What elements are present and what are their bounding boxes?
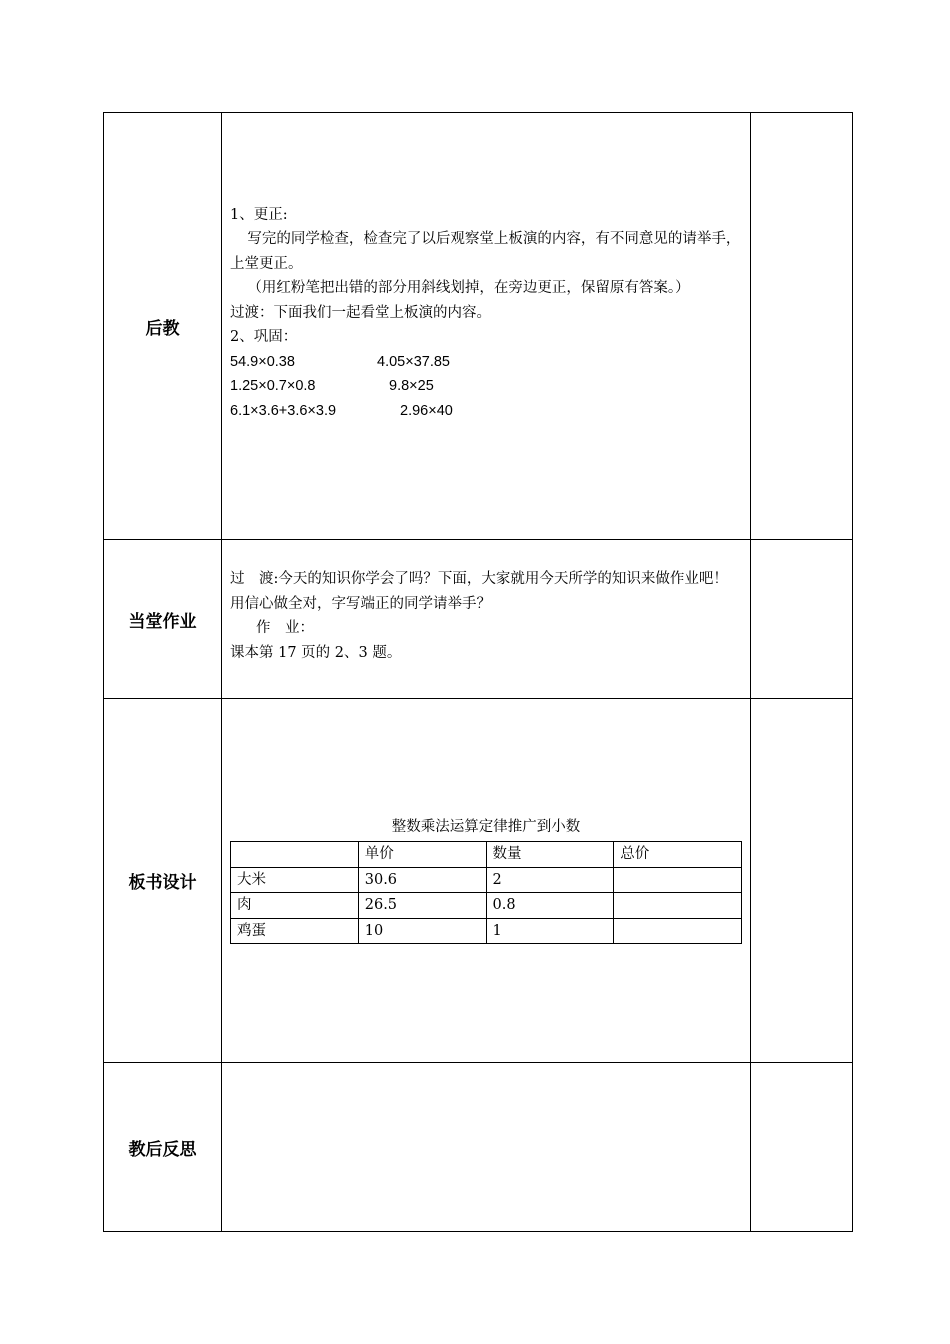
header-cell xyxy=(231,842,359,868)
header-cell: 数量 xyxy=(486,842,614,868)
row-reflection xyxy=(104,1063,853,1232)
row-board-design xyxy=(104,699,853,1063)
transition-text: 过渡：下面我们一起看堂上板演的内容。 xyxy=(230,304,491,321)
class-homework-notes xyxy=(751,540,853,699)
exercise-3a: 6.1×3.6+3.6×3.9 xyxy=(230,402,337,419)
homework-heading: 作 业： xyxy=(256,620,314,636)
homework-transition: 过 渡:今天的知识你学会了吗？下面，大家就用今天所学的知识来做作业吧！用信心做全对，字写端正的同学请举手？ xyxy=(230,571,728,612)
class-homework-content xyxy=(222,540,751,699)
header-cell: 单价 xyxy=(358,842,486,868)
table-cell: 大米 xyxy=(231,867,359,893)
row-class-homework xyxy=(104,540,853,699)
exercise-row-3 xyxy=(230,399,742,424)
row-label-class-homework: 当堂作业 xyxy=(104,540,222,699)
reflection-notes xyxy=(751,1063,853,1232)
exercise-3b: 2.96×40 xyxy=(400,402,453,419)
consolidate-heading: 2、巩固： xyxy=(230,329,298,346)
table-cell: 2 xyxy=(486,867,614,893)
table-cell: 26.5 xyxy=(358,893,486,919)
lesson-plan-sheet xyxy=(103,112,852,1231)
reflection-content xyxy=(222,1063,751,1232)
exercise-1a: 54.9×0.38 xyxy=(230,353,295,370)
table-cell xyxy=(614,893,742,919)
board-title: 整数乘法运算定律推广到小数 xyxy=(391,818,581,835)
table-cell xyxy=(614,918,742,944)
row-after-teaching xyxy=(104,113,853,540)
price-table-header xyxy=(231,842,742,868)
table-cell: 肉 xyxy=(231,893,359,919)
table-cell: 10 xyxy=(358,918,486,944)
table-row xyxy=(231,893,742,919)
after-teaching-content xyxy=(222,113,751,540)
row-label-after-teaching: 后教 xyxy=(104,113,222,540)
header-cell: 总价 xyxy=(614,842,742,868)
correction-text: 写完的同学检查，检查完了以后观察堂上板演的内容，有不同意见的请举手，上堂更正。 xyxy=(230,231,741,272)
board-design-content xyxy=(222,699,751,1063)
red-chalk-note: （用红粉笔把出错的部分用斜线划掉，在旁边更正，保留原有答案。） xyxy=(247,280,690,297)
row-label-reflection: 教后反思 xyxy=(104,1063,222,1232)
exercise-row-1 xyxy=(230,350,742,375)
board-design-notes xyxy=(751,699,853,1063)
table-cell xyxy=(614,867,742,893)
exercise-2a: 1.25×0.7×0.8 xyxy=(230,378,316,395)
exercise-row-2 xyxy=(230,374,742,399)
table-cell: 1 xyxy=(486,918,614,944)
homework-assignment: 课本第 17 页的 2、3 题。 xyxy=(230,644,402,661)
exercise-2b: 9.8×25 xyxy=(389,378,434,395)
table-cell: 0.8 xyxy=(486,893,614,919)
price-table xyxy=(230,841,742,944)
after-teaching-notes xyxy=(751,113,853,540)
table-cell: 鸡蛋 xyxy=(231,918,359,944)
row-label-board-design: 板书设计 xyxy=(104,699,222,1063)
table-cell: 30.6 xyxy=(358,867,486,893)
table-row xyxy=(231,918,742,944)
table-row xyxy=(231,867,742,893)
exercise-1b: 4.05×37.85 xyxy=(377,353,450,370)
correction-heading: 1、更正: xyxy=(230,206,288,223)
lesson-plan-table xyxy=(103,112,853,1232)
